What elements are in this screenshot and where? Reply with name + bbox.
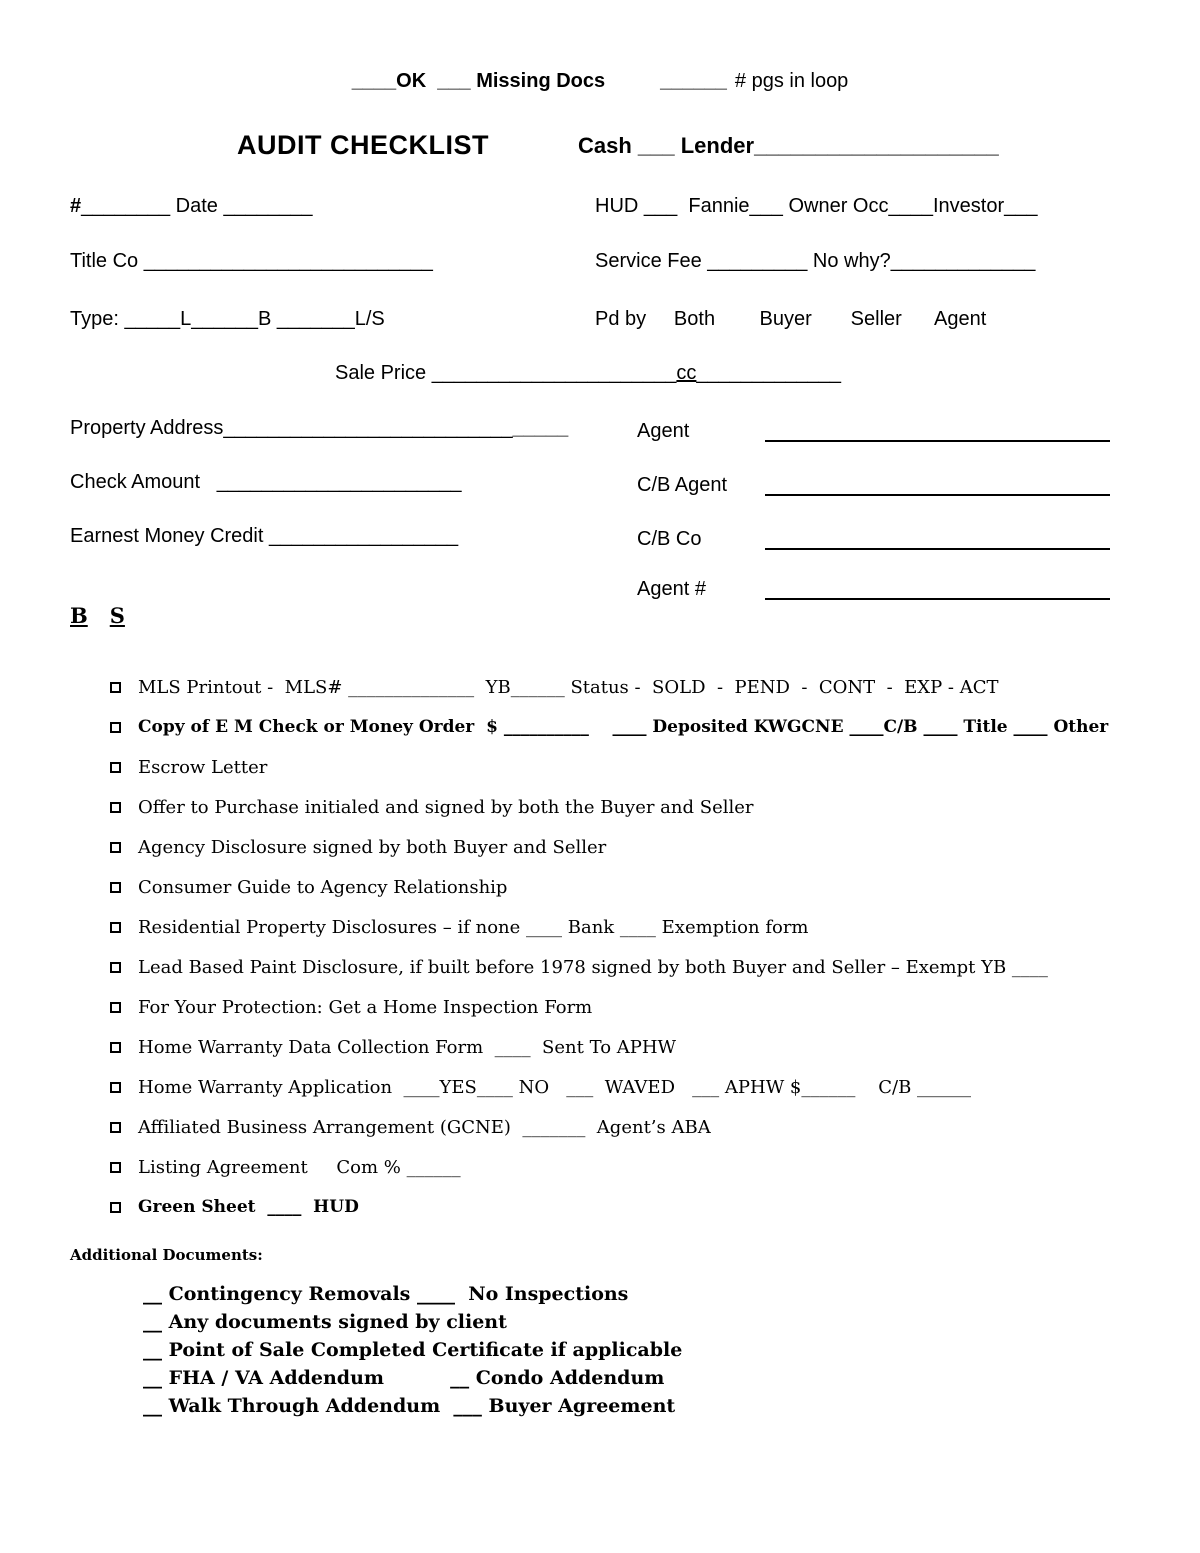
agent-label: Agent (637, 420, 690, 442)
cb-agent-label: C/B Agent (637, 474, 728, 496)
agent-number-row (70, 575, 1130, 599)
sale-price-tail: _____________ (696, 362, 842, 384)
checklist-item-consumer-guide (110, 876, 1130, 898)
checkbox-icon[interactable] (110, 1202, 121, 1213)
type-field: Type: _____L______B _______L/S (70, 308, 385, 330)
checkbox-icon[interactable] (110, 922, 121, 933)
cb-agent-fill-line (765, 476, 1110, 496)
checkbox-icon[interactable] (110, 682, 121, 693)
title-row (70, 130, 1130, 162)
checklist-item-lead-paint (110, 956, 1130, 978)
checklist-item-label: Consumer Guide to Agency Relationship (138, 876, 508, 898)
paid-by-options: Pd by Both Buyer Seller Agent (595, 308, 987, 330)
checklist-item-green-sheet (110, 1196, 1130, 1218)
checklist-item-affiliated-business (110, 1116, 1130, 1138)
checklist-item-label: Listing Agreement Com % ______ (138, 1156, 461, 1178)
checkbox-icon[interactable] (110, 802, 121, 813)
cb-co-fill-line (765, 530, 1110, 550)
checkbox-icon[interactable] (110, 722, 121, 733)
checklist-item-label: Lead Based Paint Disclosure, if built before 1978 signed by both Buyer and Seller – Exempt YB ____ (138, 956, 1048, 978)
agent-number-fill-line (765, 580, 1110, 600)
check-amount-field: Check Amount ______________________ (70, 471, 462, 493)
s-column-label: S (109, 603, 125, 628)
additional-doc-walkthrough: __ Walk Through Addendum ___ Buyer Agreement (143, 1395, 676, 1417)
page-title: AUDIT CHECKLIST (237, 130, 489, 160)
checklist-item-label: Offer to Purchase initialed and signed by both the Buyer and Seller (138, 796, 754, 818)
checklist-item-em-check (110, 716, 1130, 738)
checklist (70, 676, 1130, 1218)
earnest-cbco-row (70, 525, 1130, 549)
property-address-tail: _____ (512, 417, 569, 439)
earnest-money-field: Earnest Money Credit _________________ (70, 525, 459, 547)
sale-price-row (70, 362, 1130, 386)
checkbox-icon[interactable] (110, 842, 121, 853)
cc-label: cc (676, 362, 697, 384)
title-co-field: Title Co __________________________ (70, 250, 433, 272)
additional-doc-fha-condo: __ FHA / VA Addendum __ Condo Addendum (143, 1367, 665, 1389)
titleco-servicefee-row (70, 250, 1130, 274)
hud-fannie-field: HUD ___ Fannie___ Owner Occ____Investor___ (595, 195, 1038, 217)
sale-price-field: Sale Price ______________________ (335, 362, 677, 384)
ok-missing-docs-label: ____OK ___ Missing Docs (351, 70, 606, 92)
checkbox-icon[interactable] (110, 1082, 121, 1093)
cb-co-label: C/B Co (637, 528, 702, 550)
checkamount-cbagent-row (70, 471, 1130, 495)
checklist-item-label: Home Warranty Data Collection Form ____ Sent To APHW (138, 1036, 677, 1058)
checkbox-icon[interactable] (110, 762, 121, 773)
checklist-item-label: Copy of E M Check or Money Order $ __________ ____ Deposited KWGCNE ____C/B ____ Title ____ Other (138, 717, 1109, 737)
number-date-field: ________ Date ________ (81, 195, 313, 217)
checklist-item-listing-agreement (110, 1156, 1130, 1178)
checklist-item-residential-disclosures (110, 916, 1130, 938)
service-fee-field: Service Fee _________ No why?_____________ (595, 250, 1036, 272)
checkbox-icon[interactable] (110, 1042, 121, 1053)
b-column-label: B (70, 603, 88, 628)
pgs-blank-field: ______ (660, 70, 727, 92)
checklist-item-agency-disclosure (110, 836, 1130, 858)
checklist-item-mls-printout (110, 676, 1130, 698)
additional-documents-heading: Additional Documents: (70, 1246, 263, 1264)
property-agent-row (70, 417, 1130, 441)
cash-lender-field: Cash ___ Lender____________________ (578, 133, 999, 158)
topline (70, 70, 1130, 94)
checklist-item-home-inspection-form (110, 996, 1130, 1018)
checkbox-icon[interactable] (110, 1162, 121, 1173)
additional-doc-point-of-sale: __ Point of Sale Completed Certificate if applicable (143, 1339, 683, 1361)
checkbox-icon[interactable] (110, 1122, 121, 1133)
checklist-item-label: MLS Printout - MLS# ______________ YB______ Status - SOLD - PEND - CONT - EXP - ACT (138, 676, 999, 698)
checkbox-icon[interactable] (110, 962, 121, 973)
checklist-item-label: Affiliated Business Arrangement (GCNE) _______ Agent’s ABA (138, 1116, 711, 1138)
checklist-item-label: Agency Disclosure signed by both Buyer and Seller (138, 836, 607, 858)
checklist-item-label: Home Warranty Application ____YES____ NO ___ WAVED ___ APHW $______ C/B ______ (138, 1076, 972, 1098)
checklist-item-offer-to-purchase (110, 796, 1130, 818)
checklist-item-warranty-data-collection (110, 1036, 1130, 1058)
checklist-item-escrow-letter (110, 756, 1130, 778)
checklist-item-warranty-application (110, 1076, 1130, 1098)
additional-documents-list (143, 1280, 1130, 1420)
checkbox-icon[interactable] (110, 882, 121, 893)
pgs-in-loop-label: # pgs in loop (734, 70, 849, 92)
checklist-item-label: Residential Property Disclosures – if none ____ Bank ____ Exemption form (138, 916, 809, 938)
type-pdby-row (70, 308, 1130, 332)
checkbox-icon[interactable] (110, 1002, 121, 1013)
number-date-row (70, 195, 1130, 219)
checklist-item-label: Escrow Letter (138, 756, 268, 778)
additional-doc-client-signed: __ Any documents signed by client (143, 1311, 507, 1333)
checklist-item-label: For Your Protection: Get a Home Inspection Form (138, 996, 593, 1018)
number-hash-label: # (70, 195, 82, 217)
agent-fill-line (765, 422, 1110, 442)
checklist-item-label: Green Sheet ____ HUD (138, 1197, 359, 1217)
property-address-field: Property Address__________________________ (70, 417, 513, 439)
agent-number-label: Agent # (637, 578, 706, 600)
buyer-seller-columns (70, 603, 1130, 631)
additional-doc-contingency: __ Contingency Removals ____ No Inspections (143, 1283, 629, 1305)
